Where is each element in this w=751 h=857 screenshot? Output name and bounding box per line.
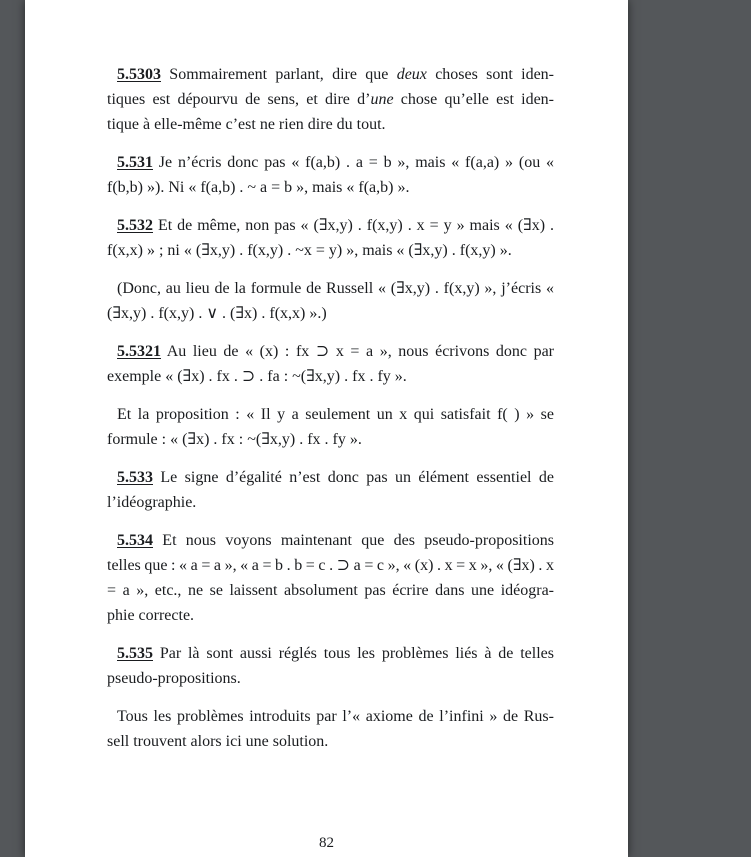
text-line: Tous les problèmes introduits par l’« axiome de l’infini » de Rus- bbox=[117, 708, 554, 725]
text-line: (Donc, au lieu de la formule de Russell « (∃x,y) . f(x,y) », j’écris « bbox=[117, 280, 554, 297]
paragraph bbox=[107, 465, 554, 515]
text-line: 5.531 Je n’écris donc pas « f(a,b) . a = b », mais « f(a,a) » (ou « bbox=[117, 154, 554, 171]
section-number: 5.5303 bbox=[117, 66, 161, 83]
section-number: 5.531 bbox=[117, 154, 153, 171]
paragraph bbox=[107, 528, 554, 628]
paragraph bbox=[107, 150, 554, 200]
section-number: 5.534 bbox=[117, 532, 153, 549]
paragraph bbox=[107, 339, 554, 389]
paragraph bbox=[107, 402, 554, 452]
section-number: 5.532 bbox=[117, 217, 153, 234]
text-line: (∃x,y) . f(x,y) . ∨ . (∃x) . f(x,x) ».) bbox=[107, 305, 327, 322]
text-line: tiques est dépourvu de sens, et dire d’une chose qu’elle est iden- bbox=[107, 91, 555, 108]
section-number: 5.533 bbox=[117, 469, 153, 486]
text-line: f(x,x) » ; ni « (∃x,y) . f(x,y) . ~x = y) », mais « (∃x,y) . f(x,y) ». bbox=[107, 242, 512, 259]
page-text bbox=[107, 62, 554, 767]
text-line: f(b,b) »). Ni « f(a,b) . ~ a = b », mais « f(a,b) ». bbox=[107, 179, 410, 196]
document-page bbox=[25, 0, 628, 857]
italic-text: deux bbox=[396, 66, 427, 83]
text-line: telles que : « a = a », « a = b . b = c . ⊃ a = c », « (x) . x = x », « (∃x) . x bbox=[107, 557, 554, 574]
text-line: exemple « (∃x) . fx . ⊃ . fa : ~(∃x,y) . fx . fy ». bbox=[107, 368, 407, 385]
paragraph bbox=[107, 276, 554, 326]
text-line: tique à elle-même c’est ne rien dire du tout. bbox=[107, 116, 386, 133]
text-line: 5.533 Le signe d’égalité n’est donc pas un élément essentiel de bbox=[117, 469, 554, 486]
paragraph bbox=[107, 213, 554, 263]
text-line: pseudo-propositions. bbox=[107, 670, 241, 687]
text-line: 5.532 Et de même, non pas « (∃x,y) . f(x,y) . x = y » mais « (∃x) . bbox=[117, 217, 554, 234]
text-line: sell trouvent alors ici une solution. bbox=[107, 733, 329, 750]
section-number: 5.535 bbox=[117, 645, 153, 662]
text-line: = a », etc., ne se laissent absolument pas écrire dans une idéogra- bbox=[107, 582, 554, 599]
text-line: l’idéographie. bbox=[107, 494, 197, 511]
paragraph bbox=[107, 62, 554, 137]
text-line: Et la proposition : « Il y a seulement un x qui satisfait f( ) » se bbox=[117, 406, 554, 423]
text-line: 5.534 Et nous voyons maintenant que des pseudo-propositions bbox=[117, 532, 554, 549]
paragraph bbox=[107, 641, 554, 691]
text-line: phie correcte. bbox=[107, 607, 195, 624]
text-line: 5.5321 Au lieu de « (x) : fx ⊃ x = a », nous écrivons donc par bbox=[117, 343, 554, 360]
section-number: 5.5321 bbox=[117, 343, 161, 360]
text-line: 5.535 Par là sont aussi réglés tous les problèmes liés à de telles bbox=[117, 645, 554, 662]
italic-text: une bbox=[370, 91, 394, 108]
text-line: 5.5303 Sommairement parlant, dire que deux choses sont iden- bbox=[117, 66, 555, 83]
paragraph bbox=[107, 704, 554, 754]
page-number: 82 bbox=[319, 835, 334, 851]
text-line: formule : « (∃x) . fx : ~(∃x,y) . fx . fy ». bbox=[107, 431, 362, 448]
